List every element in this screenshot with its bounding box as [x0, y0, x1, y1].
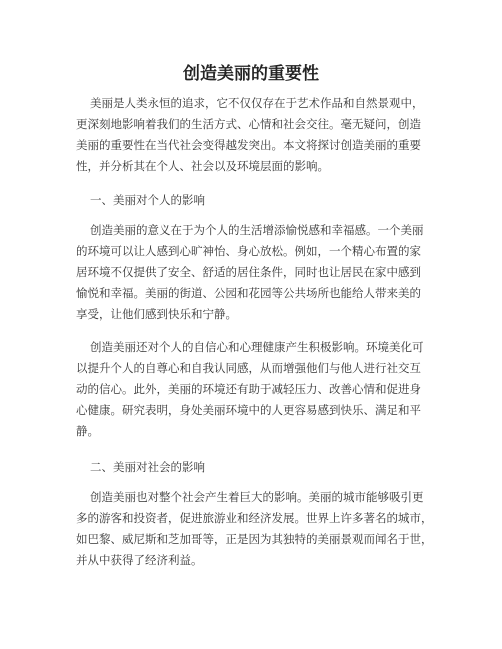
section1-p2-line-3: 动的信心。此外，美丽的环境还有助于减轻压力、改善心情和促进身: [76, 382, 421, 396]
section2-p1-line-2: 多的游客和投资者，促进旅游业和经济发展。世界上许多著名的城市，: [76, 511, 433, 525]
intro-line-3: 美丽的重要性在当代社会变得越发突出。本文将探讨创造美丽的重要: [76, 138, 421, 152]
section1-p1-line-1: 创造美丽的意义在于为个人的生活增添愉悦感和幸福感。一个美丽: [90, 223, 424, 237]
section1-p2-line-2: 以提升个人的自尊心和自我认同感，从而增强他们与他人进行社交互: [76, 361, 421, 375]
section2-p1-line-1: 创造美丽也对整个社会产生着巨大的影响。美丽的城市能够吸引更: [90, 490, 424, 504]
section2-p1-line-4: 并从中获得了经济利益。: [76, 553, 203, 567]
intro-line-2: 更深刻地影响着我们的生活方式、心情和社会交往。毫无疑问，创造: [76, 117, 421, 131]
section1-p1-line-4: 愉悦和幸福。美丽的街道、公园和花园等公共场所也能给人带来美的: [76, 286, 421, 300]
section2-p1-line-3: 如巴黎、威尼斯和芝加哥等，正是因为其独特的美丽景观而闻名于世，: [76, 532, 433, 546]
section1-heading: 一、美丽对个人的影响: [90, 193, 205, 207]
section1-p1-line-3: 居环境不仅提供了安全、舒适的居住条件，同时也让居民在家中感到: [76, 265, 421, 279]
section2-heading: 二、美丽对社会的影响: [90, 460, 205, 474]
section1-p2-line-4: 心健康。研究表明，身处美丽环境中的人更容易感到快乐、满足和平: [76, 403, 421, 417]
section1-p1-line-5: 享受，让他们感到快乐和宁静。: [76, 307, 237, 321]
intro-line-4: 性，并分析其在个人、社会以及环境层面的影响。: [76, 159, 329, 173]
section1-p2-line-1: 创造美丽还对个人的自信心和心理健康产生积极影响。环境美化可: [90, 340, 424, 354]
section1-p2-line-5: 静。: [76, 424, 99, 438]
intro-line-1: 美丽是人类永恒的追求，它不仅仅存在于艺术作品和自然景观中，: [90, 96, 424, 110]
section1-p1-line-2: 的环境可以让人感到心旷神怡、身心放松。例如，一个精心布置的家: [76, 244, 421, 258]
document-title: 创造美丽的重要性: [183, 64, 319, 84]
